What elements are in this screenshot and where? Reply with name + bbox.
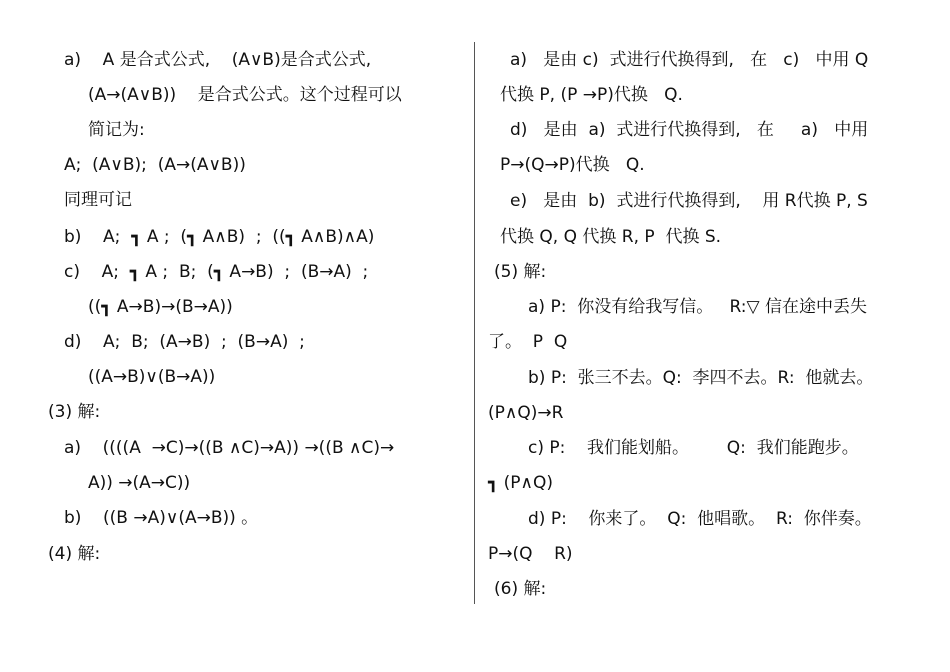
left-line-11: (3) 解: [48,402,101,422]
right-line-6: 代换 Q, Q 代换 R, P 代换 S. [500,227,722,247]
left-line-12: a) ((((A →C)→((B ∧C)→A)) →((B ∧C)→ [64,438,395,458]
right-line-14: d) P: 你来了。 Q: 他唱歌。 R: 你伴奏。 [528,509,872,529]
left-line-9: d) A; B; (A→B) ; (B→A) ; [64,332,305,352]
left-line-7: c) A; ┓ A ; B; (┓ A→B) ; (B→A) ; [64,262,369,282]
right-line-9: 了。 P Q [488,332,568,352]
left-line-1: a) A 是合式公式, (A∨B)是合式公式, [64,50,372,70]
right-line-13: ┓ (P∧Q) [488,473,553,493]
left-line-10: ((A→B)∨(B→A)) [88,367,216,387]
right-line-1: a) 是由 c) 式进行代换得到, 在 c) 中用 Q [510,50,869,70]
right-line-12: c) P: 我们能划船。 Q: 我们能跑步。 [528,438,859,458]
right-line-15: P→(Q R) [488,544,573,564]
right-line-16: (6) 解: [494,579,547,599]
right-line-5: e) 是由 b) 式进行代换得到, 用 R代换 P, S [510,191,868,211]
right-line-11: (P∧Q)→R [488,403,564,423]
right-line-8: a) P: 你没有给我写信。 R:▽ 信在途中丢失 [528,297,867,317]
column-divider [474,42,475,604]
left-line-13: A)) →(A→C)) [88,473,191,493]
left-line-2: (A→(A∨B)) 是合式公式。这个过程可以 [88,85,402,105]
left-line-15: (4) 解: [48,544,101,564]
left-line-8: ((┓ A→B)→(B→A)) [88,297,233,317]
right-line-4: P→(Q→P)代换 Q. [500,155,645,175]
right-line-3: d) 是由 a) 式进行代换得到, 在 a) 中用 [510,120,869,140]
right-line-7: (5) 解: [494,262,547,282]
left-line-6: b) A; ┓ A ; (┓ A∧B) ; ((┓ A∧B)∧A) [64,227,375,247]
left-line-4: A; (A∨B); (A→(A∨B)) [64,155,246,175]
right-line-2: 代换 P, (P →P)代换 Q. [500,85,683,105]
right-line-10: b) P: 张三不去。Q: 李四不去。R: 他就去。 [528,368,874,388]
left-line-5: 同理可记 [64,190,132,210]
left-line-3: 简记为: [88,120,145,140]
left-line-14: b) ((B →A)∨(A→B)) 。 [64,508,259,528]
